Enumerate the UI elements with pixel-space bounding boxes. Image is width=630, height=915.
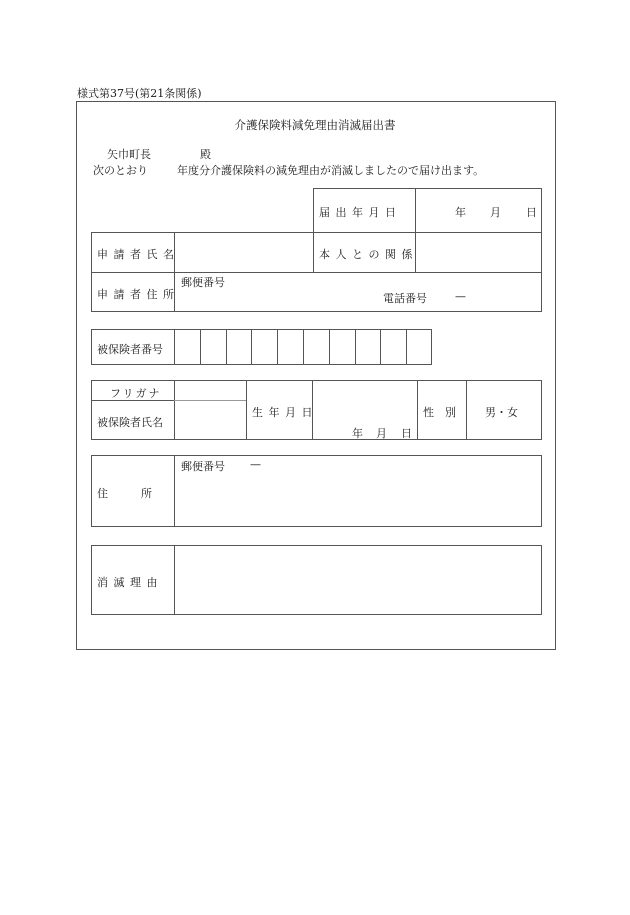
digit-box[interactable] [227, 330, 251, 364]
submission-month[interactable]: 月 [490, 206, 501, 219]
divider [417, 380, 418, 440]
digit-box[interactable] [278, 330, 302, 364]
digit-box[interactable] [252, 330, 276, 364]
address-field[interactable] [175, 472, 541, 526]
birth-year[interactable]: 年 [352, 427, 363, 440]
digit-box[interactable] [175, 330, 199, 364]
furigana-field[interactable] [175, 381, 245, 399]
digit-box[interactable] [304, 330, 328, 364]
insured-number-label: 被保険者番号 [97, 343, 163, 356]
birth-date-label: 生 年 月 日 [252, 406, 314, 419]
digit-box[interactable] [407, 330, 431, 364]
submission-date-label: 届 出 年 月 日 [319, 206, 397, 219]
form-title: 介護保険料減免理由消滅届出書 [234, 118, 396, 132]
address-postal-dash: — [250, 458, 261, 471]
reason-label: 消 滅 理 由 [97, 576, 159, 589]
digit-box[interactable] [356, 330, 380, 364]
form-number: 様式第37号(第21条関係) [77, 87, 202, 100]
intro-text: 年度分介護保険料の減免理由が消滅しましたので届け出ます。 [177, 164, 485, 177]
birth-day[interactable]: 日 [401, 427, 412, 440]
submission-year[interactable]: 年 [455, 206, 466, 219]
digit-box[interactable] [201, 330, 225, 364]
reason-field[interactable] [175, 546, 541, 614]
sex-value[interactable]: 男・女 [485, 406, 518, 419]
addressee-name: 矢巾町長 [107, 148, 151, 161]
sex-label: 性 別 [423, 406, 456, 419]
divider [313, 188, 314, 273]
divider [313, 188, 542, 189]
relation-field[interactable] [416, 233, 541, 271]
divider [91, 272, 542, 273]
applicant-postal-label: 郵便番号 [181, 276, 225, 289]
digit-box[interactable] [381, 330, 405, 364]
insured-name-field[interactable] [175, 401, 245, 439]
submission-day[interactable]: 日 [526, 206, 537, 219]
address-postal-label: 郵便番号 [181, 460, 225, 473]
digit-box[interactable] [330, 330, 354, 364]
birth-month[interactable]: 月 [376, 427, 387, 440]
furigana-label: フリガナ [110, 387, 162, 400]
divider [466, 380, 467, 440]
insured-name-label: 被保険者氏名 [97, 416, 163, 429]
applicant-phone-label: 電話番号 [383, 292, 427, 305]
applicant-name-label: 申 請 者 氏 名 [97, 248, 175, 261]
applicant-name-field[interactable] [175, 233, 312, 271]
addressee-honorific: 殿 [200, 148, 211, 161]
divider [246, 380, 247, 440]
intro-prefix: 次のとおり [93, 164, 148, 177]
applicant-phone-dash: — [455, 290, 466, 303]
address-label: 住 所 [97, 487, 152, 500]
relation-label: 本 人 と の 関 係 [319, 248, 414, 261]
applicant-address-label: 申 請 者 住 所 [97, 288, 175, 301]
